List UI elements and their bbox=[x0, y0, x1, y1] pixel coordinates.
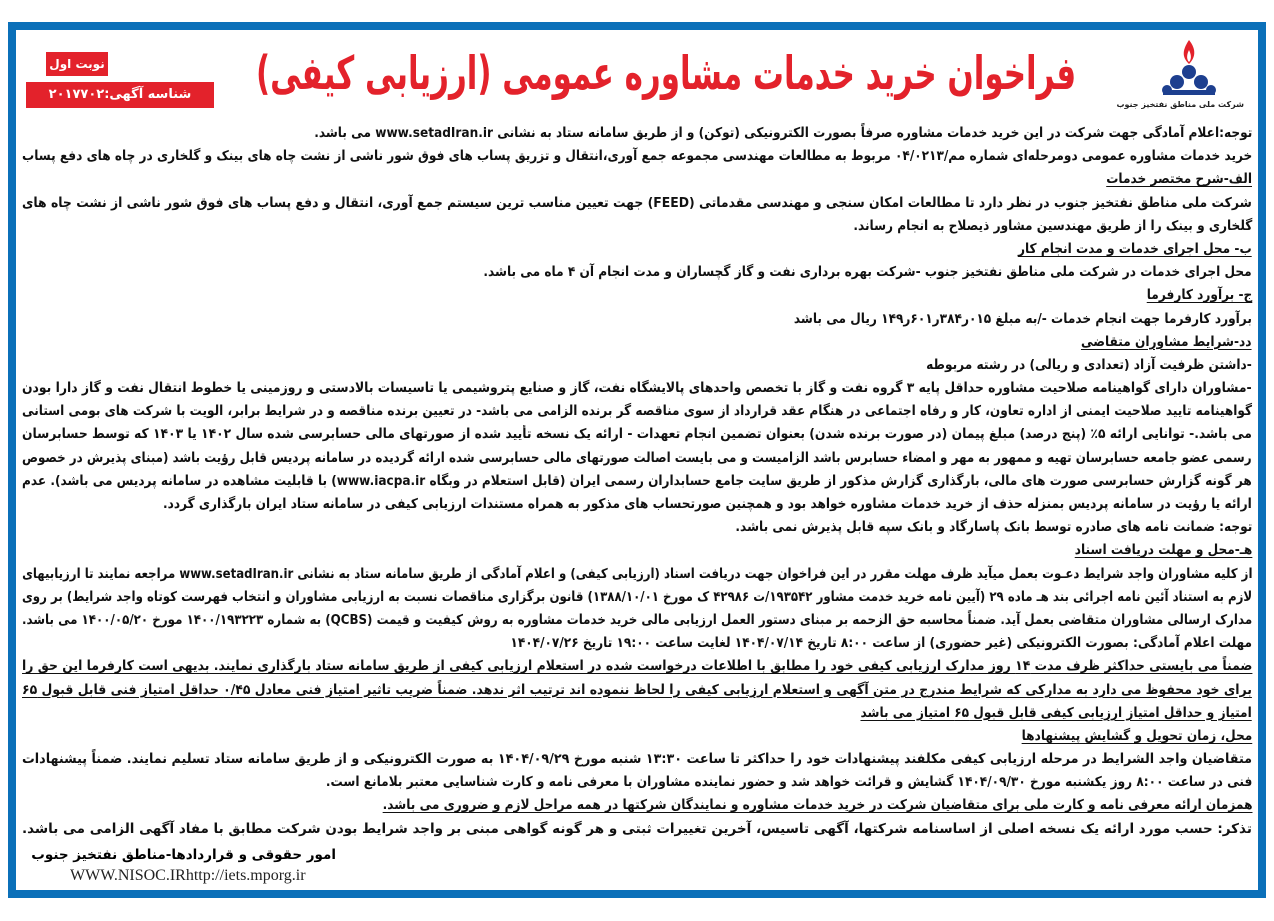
text-line bbox=[22, 213, 1252, 236]
text-line bbox=[22, 398, 1252, 421]
text-line bbox=[22, 816, 1252, 839]
text-line bbox=[22, 677, 1252, 700]
section-heading bbox=[22, 723, 1252, 746]
company-logo bbox=[1116, 38, 1244, 118]
title-text: فراخوان خرید خدمات مشاوره عمومی (ارزیابی کیفی) bbox=[255, 46, 1077, 100]
line-text: ج- برآورد کارفرما bbox=[1146, 287, 1252, 304]
section-heading bbox=[22, 166, 1252, 189]
line-text: مهلت اعلام آمادگی: بصورت الکترونیکی (غیر حضوری) از ساعت ۸:۰۰ تاریخ ۱۴۰۴/۰۷/۱۴ لغایت ساعت ۱۹:۰۰ تاریخ ۱۴۰۴/۰۷/۲۶ bbox=[510, 635, 1252, 652]
text-line bbox=[22, 421, 1252, 444]
line-text: فنی در ساعت ۸:۰۰ روز یکشنبه مورخ ۱۴۰۴/۰۹/۳۰ گشایش و قرائت خواهد شد و حضور نماینده مشاوران با معرفی نامه و کارت شناسایی معتبر بلامانع است. bbox=[325, 774, 1252, 791]
line-text: محل اجرای خدمات در شرکت ملی مناطق نفتخیز جنوب -شرکت بهره برداری نفت و گاز گچساران و مدت انجام آن ۴ ماه می باشد. bbox=[483, 264, 1252, 281]
text-line bbox=[22, 607, 1252, 630]
section-heading bbox=[22, 329, 1252, 352]
text-line bbox=[22, 190, 1252, 213]
line-text: ارائه یا رؤیت در سامانه پردیس بمنزله حذف از خرید خدمات مشاوره خواهد بود و همچنین صورتحساب های مذکور به همراه مستندات ارزیابی کیفی در سامانه ستاد ایران بارگذاری گردد. bbox=[163, 496, 1252, 512]
line-text: ب- محل اجرای خدمات و مدت انجام کار bbox=[1018, 240, 1252, 257]
text-line bbox=[22, 700, 1252, 723]
text-line bbox=[22, 352, 1252, 375]
line-text: -داشتن ظرفیت آزاد (تعدادی و ریالی) در رشته مربوطه bbox=[926, 356, 1252, 373]
line-text: گواهینامه تایید صلاحیت ایمنی از اداره تعاون، کار و رفاه اجتماعی در هنگام عقد قرارداد از سوی مناقصه گر برنده الزامی می باشد- در تعیین برنده مناقصه و در شرایط برابر، الویت با شرکت های بومی استانی bbox=[21, 403, 1252, 420]
line-text: هـ-محل و مهلت دریافت اسناد bbox=[1074, 542, 1252, 559]
text-line bbox=[22, 143, 1252, 166]
line-text: گلخاری و بینک را از طریق مهندسین مشاور ذیصلاح به انجام رساند. bbox=[852, 217, 1252, 234]
round-badge: نوبت اول bbox=[46, 52, 108, 76]
text-line bbox=[22, 630, 1252, 653]
line-text: امتیاز و حداقل امتیاز ارزیابی کیفی قابل قبول ۶۵ امتیاز می باشد bbox=[860, 704, 1252, 721]
line-text: خرید خدمات مشاوره عمومی دومرحله‌ای شماره مم/۰۴/۰۲۱۳ مربوط به مطالعات مهندسی مجموعه جمع آوری،انتقال و تزریق پساب های فوق شور ناشی از نشت چاه های بینک و گلخاری در چاه های دفع پساب bbox=[21, 148, 1252, 165]
text-line bbox=[22, 306, 1252, 329]
ad-id-badge: شناسه آگهی:۲۰۱۷۷۰۲ bbox=[26, 82, 214, 108]
line-text: رسمی عضو جامعه حسابرسان تهیه و ممهور به مهر و امضاء حسابرس باشد الزامیست و می بایست اصالت صورتهای مالی حسابرسی شده ارائه گردیده در سامانه پردیس قابل رؤیت باشد (مبنای پذیرش در خصوص bbox=[22, 449, 1252, 466]
text-line bbox=[22, 514, 1252, 537]
line-text: برآورد کارفرما جهت انجام خدمات -/به مبلغ ۰۱۵ر۳۸۴ر۶۰۱ر۱۴۹ ریال می باشد bbox=[793, 310, 1252, 327]
section-heading bbox=[22, 282, 1252, 305]
notice-frame bbox=[8, 22, 1266, 898]
line-text: متقاضیان واجد الشرایط در مرحله ارزیابی کیفی مکلفند پیشنهادات خود را حداکثر تا ساعت ۱۳:۳۰ شنبه مورخ ۱۴۰۴/۰۹/۲۹ به صورت الکترونیکی و از طریق سامانه ستاد تسلیم نمایند. ضمناً پیشنهادات bbox=[21, 751, 1252, 768]
section-heading bbox=[22, 236, 1252, 259]
text-line bbox=[22, 468, 1252, 491]
line-text: دد-شرایط مشاوران متقاضی bbox=[1081, 333, 1252, 350]
line-text: هر گونه گزارش حسابرسی صورت های مالی، بارگذاری گزارش مذکور از طریق سایت جامع حسابداران رسمی ایران (قابل استعلام در وبگاه www.iacpa.ir) با قابلیت مشاهده در سامانه پردیس می باشد). عدم bbox=[22, 472, 1252, 489]
line-text: شرکت ملی مناطق نفتخیز جنوب در نظر دارد تا مطالعات امکان سنجی و مهندسی مقدماتی (FEED) جهت تعیین مناسب ترین سیستم جمع آوری، انتقال و دفع پساب های فوق شور ناشی از نشت چاه های bbox=[22, 194, 1252, 211]
line-text: الف-شرح مختصر خدمات bbox=[1106, 171, 1252, 188]
line-text: می باشد.- توانایی ارائه ۵٪ (پنج درصد) مبلغ پیمان (در صورت برنده شدن) بعنوان تضمین انجام تعهدات - ارائه یک نسخه تأیید شده از صورتهای مالی حسابرسی شده سال ۱۴۰۲ یا ۱۴۰۳ که توسط حسابرسان bbox=[22, 426, 1252, 443]
line-text: تذکر: حسب مورد ارائه یک نسخه اصلی از اساسنامه شرکتها، آگهی تاسیس، آخرین تغییرات ثبتی و هر گونه گواهی مبنی بر واجد شرایط بودن شرکت مطابق با مفاد آگهی الزامی می باشد. bbox=[22, 820, 1252, 837]
notice-body bbox=[22, 120, 1252, 839]
text-line bbox=[22, 120, 1252, 143]
nisoc-flame-logo-icon bbox=[1159, 38, 1219, 96]
line-text: ضمناً می بایستی حداکثر ظرف مدت ۱۴ روز مدارک ارزیابی کیفی خود را مطابق با اطلاعات درخواست شده در استعلام ارزیابی کیفی از طریق سامانه ستاد بارگذاری نمایند. بدیهی است کارفرما این حق را bbox=[21, 658, 1252, 675]
text-line bbox=[22, 445, 1252, 468]
line-text: توجه: ضمانت نامه های صادره توسط بانک پاسارگاد و بانک سپه قابل پذیرش نمی باشد. bbox=[735, 519, 1252, 536]
line-text: برای خود محفوظ می دارد به مدارکی که شرایط مندرج در متن آگهی و استعلام ارزیابی کیفی را لحاظ ننموده اند ترتیب اثر ندهد. ضمناً ضریب تاثیر امتیاز فنی معادل ۰/۴۵ حداقل امتیاز فنی قابل قبول ۶۵ bbox=[22, 681, 1252, 698]
text-line bbox=[22, 259, 1252, 282]
line-text: توجه:اعلام آمادگی جهت شرکت در این خرید خدمات مشاوره صرفاً بصورت الکترونیکی (توکن) و از طریق سامانه ستاد به نشانی www.setadIran.ir می باشد. bbox=[313, 125, 1252, 141]
section-heading bbox=[22, 537, 1252, 560]
line-text: همزمان ارائه معرفی نامه و کارت ملی برای متقاضیان شرکت در خرید خدمات مشاوره و نمایندگان شرکتها در همه مراحل لازم و ضروری می باشد. bbox=[382, 797, 1252, 814]
text-line bbox=[22, 769, 1252, 792]
text-line bbox=[22, 491, 1252, 514]
line-text: لازم به استناد آئین نامه اجرائی بند هـ ماده ۲۹ (آیین نامه خرید خدمت مشاور ۱۹۳۵۴۲/ت ۴۲۹۸۶ ک مورخ ۱۳۸۸/۱۰/۰۱) قانون برگزاری مناقصات نسبت به ارزیابی مشاوران و انتخاب فهرست کوتاه واجد شرایط) بر روی bbox=[21, 588, 1252, 605]
text-line bbox=[22, 792, 1252, 815]
text-line bbox=[22, 561, 1252, 584]
line-text: مدارک ارسالی مشاوران متقاضی بعمل آید. ضمناً محاسبه حق الزحمه بر مبنای دستور العمل ارزیابی مالی خرید خدمات مشاوره به روش کیفیت و قیمت (QCBS) به شماره ۱۴۰۰/۱۹۳۲۲۳ مورخ ۱۴۰۰/۰۵/۲۰ می باشد. bbox=[21, 611, 1252, 628]
text-line bbox=[22, 746, 1252, 769]
footer-urls: WWW.NISOC.IRhttp://iets.mporg.ir bbox=[70, 867, 306, 884]
signature bbox=[31, 844, 336, 864]
line-text: محل، زمان تحویل و گشایش پیشنهادها bbox=[1021, 727, 1252, 744]
line-text: -مشاوران دارای گواهینامه صلاحیت مشاوره حداقل پایه ۳ گروه نفت و گاز با تخصص واحدهای پالایشگاه نفت، گاز و صنایع پتروشیمی یا تاسیسات بالادستی و روزمینی یا خطوط انتقال نفت و گاز دارا بودن bbox=[22, 380, 1252, 397]
text-line bbox=[22, 375, 1252, 398]
text-line bbox=[22, 584, 1252, 607]
page-title bbox=[246, 46, 1086, 116]
logo-caption: شرکت ملی مناطق نفتخیز جنوب bbox=[1116, 100, 1244, 109]
line-text: از کلیه مشاوران واجد شرایط دعـوت بعمل میآید ظرف مهلت مقرر در این فراخوان جهت دریافت اسناد (ارزیابی کیفی) و اعلام آمادگی از طریق سامانه ستاد به نشانی www.setadIran.ir مراجعه نمایند تا ارزیابیهای bbox=[21, 565, 1252, 582]
text-line bbox=[22, 653, 1252, 676]
signature-text: امور حقوقی و قراردادها-مناطق نفتخیز جنوب bbox=[31, 847, 336, 863]
